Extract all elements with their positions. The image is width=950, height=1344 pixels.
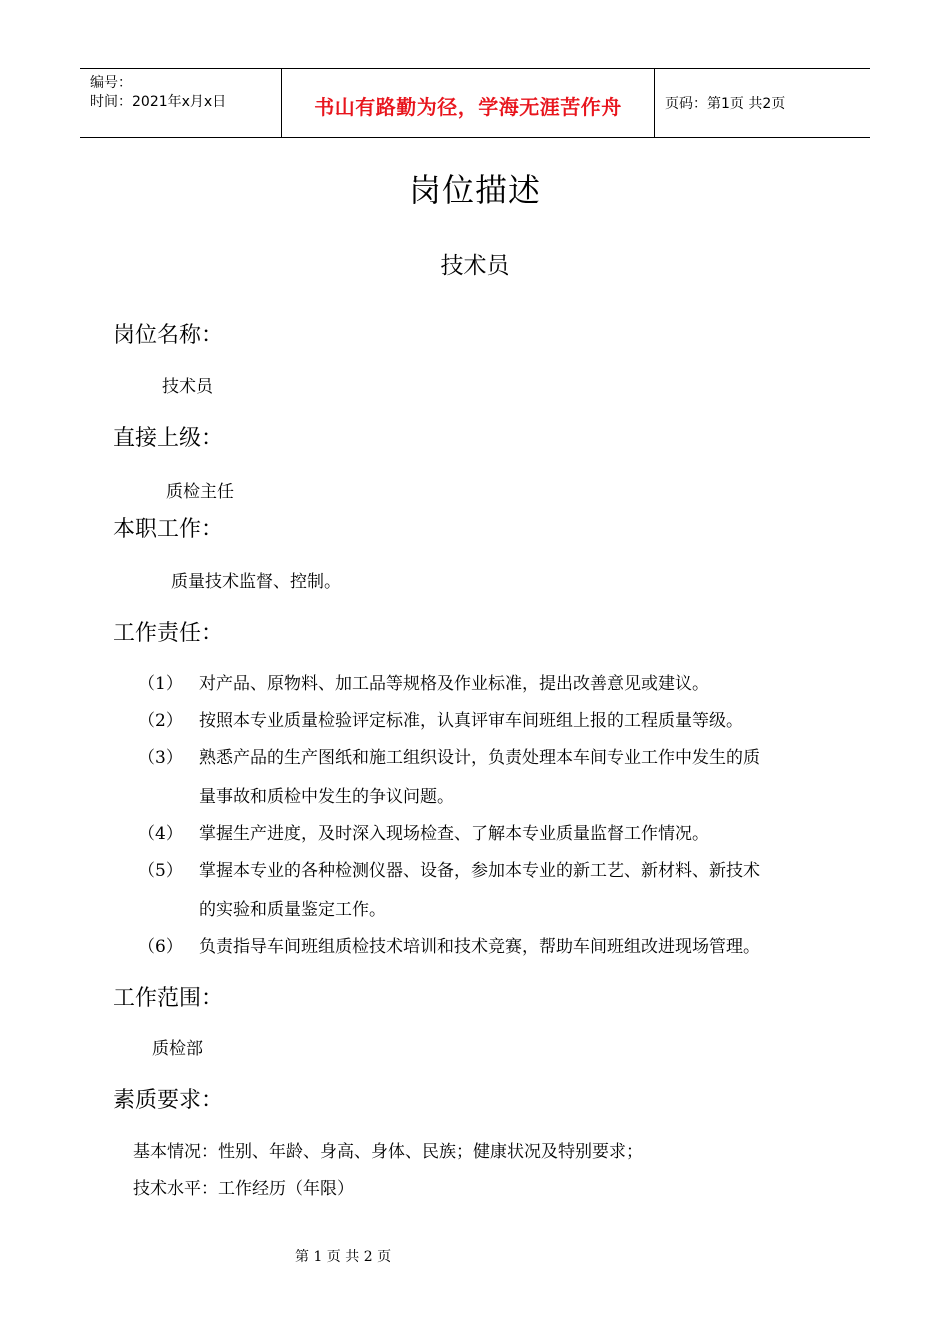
motto: 书山有路勤为径，学海无涯苦作舟 [314,95,622,119]
duty-number: （6） [138,937,183,957]
duty-text: 熟悉产品的生产图纸和施工组织设计，负责处理本车间专业工作中发生的质 [199,748,760,768]
duties-heading: 工作责任： [113,621,224,646]
position-name-value: 技术员 [162,377,213,397]
supervisor-value: 质检主任 [166,482,234,502]
page-footer: 第 1 页 共 2 页 [295,1249,392,1265]
scope-heading: 工作范围： [113,986,224,1011]
header-motto-cell [282,69,655,137]
duty-number: （1） [138,674,183,694]
duty-text: 对产品、原物料、加工品等规格及作业标准，提出改善意见或建议。 [199,674,709,694]
document-header [80,68,870,138]
duty-text: 掌握生产进度，及时深入现场检查、了解本专业质量监督工作情况。 [199,824,709,844]
requirements-heading: 素质要求： [113,1088,224,1113]
page-subtitle: 技术员 [440,253,510,279]
duty-text-continued: 的实验和质量鉴定工作。 [199,900,386,920]
scope-value: 质检部 [152,1039,203,1059]
requirements-line: 基本情况：性别、年龄、身高、身体、民族；健康状况及特别要求； [133,1142,643,1162]
duty-number: （5） [138,861,183,881]
page-info: 页码：第1页 共2页 [665,96,786,112]
job-value: 质量技术监督、控制。 [171,572,341,592]
duty-text: 掌握本专业的各种检测仪器、设备，参加本专业的新工艺、新材料、新技术 [199,861,760,881]
page-title: 岗位描述 [408,171,541,209]
header-page-cell [655,69,870,137]
duty-text: 负责指导车间班组质检技术培训和技术竞赛，帮助车间班组改进现场管理。 [199,937,760,957]
job-heading: 本职工作： [113,517,224,542]
number-label: 编号： [90,75,132,91]
duty-number: （3） [138,748,183,768]
duty-number: （2） [138,711,183,731]
position-name-heading: 岗位名称： [113,323,224,348]
date-label: 时间：2021年x月x日 [90,94,227,110]
duty-text: 按照本专业质量检验评定标准，认真评审车间班组上报的工程质量等级。 [199,711,743,731]
duty-text-continued: 量事故和质检中发生的争议问题。 [199,787,454,807]
requirements-line: 技术水平：工作经历（年限） [133,1179,354,1199]
duty-number: （4） [138,824,183,844]
header-info-cell [80,69,282,137]
supervisor-heading: 直接上级： [113,426,224,451]
